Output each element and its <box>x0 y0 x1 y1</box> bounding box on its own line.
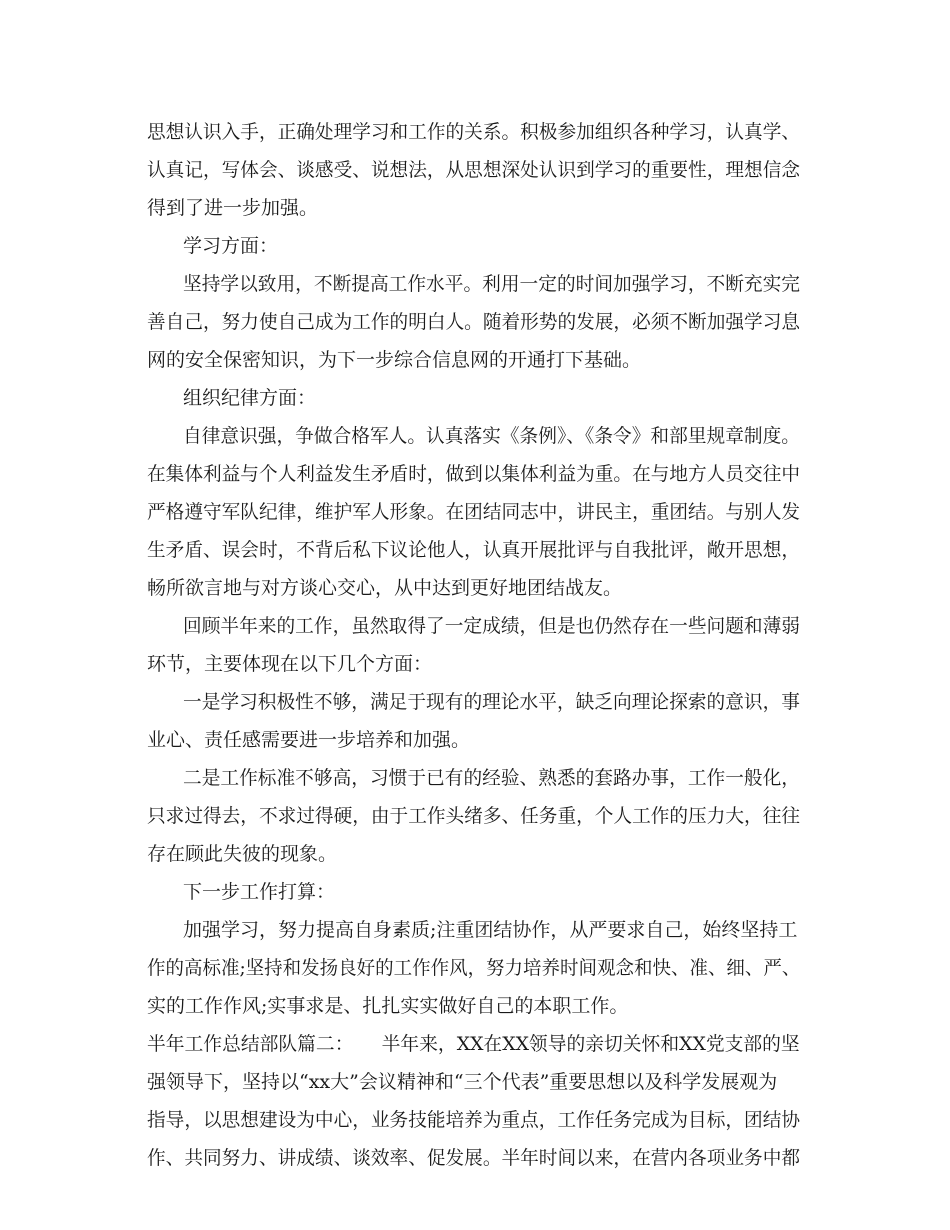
text-line: 业心、责任感需要进一步培养和加强。 <box>147 729 471 751</box>
section-heading: 组织纪律方面： <box>183 387 317 409</box>
text-line: 作的高标准;坚持和发扬良好的工作作风，努力培养时间观念和快、准、细、严、 <box>147 957 801 979</box>
text-line: 认真记，写体会、谈感受、说想法，从思想深处认识到学习的重要性，理想信念 <box>147 159 801 181</box>
text-line: 二是工作标准不够高，习惯于已有的经验、熟悉的套路办事，工作一般化， <box>183 767 801 789</box>
text-line: 只求过得去，不求过得硬，由于工作头绪多、任务重，个人工作的压力大，往往 <box>147 805 801 827</box>
text-line: 网的安全保密知识，为下一步综合信息网的开通打下基础。 <box>147 349 642 371</box>
text-line: 回顾半年来的工作，虽然取得了一定成绩，但是也仍然存在一些问题和薄弱 <box>183 615 801 637</box>
text-line: 强领导下，坚持以“xx大”会议精神和“三个代表”重要思想以及科学发展观为 <box>147 1071 778 1093</box>
text-line: 坚持学以致用，不断提高工作水平。利用一定的时间加强学习，不断充实完 <box>183 273 801 295</box>
text-line: 生矛盾、误会时，不背后私下议论他人，认真开展批评与自我批评，敞开思想， <box>147 539 801 561</box>
text-line: 半年工作总结部队篇二： 半年来，XX在XX领导的亲切关怀和XX党支部的坚 <box>147 1033 800 1055</box>
text-line: 加强学习，努力提高自身素质;注重团结协作，从严要求自己，始终坚持工 <box>183 919 798 941</box>
section-heading: 学习方面： <box>183 235 279 257</box>
text-line: 实的工作作风;实事求是、扎扎实实做好自己的本职工作。 <box>147 995 629 1017</box>
text-line: 指导，以思想建设为中心，业务技能培养为重点，工作任务完成为目标，团结协 <box>147 1109 801 1131</box>
text-line: 畅所欲言地与对方谈心交心，从中达到更好地团结战友。 <box>147 577 623 599</box>
text-line: 一是学习积极性不够，满足于现有的理论水平，缺乏向理论探索的意识，事 <box>183 691 801 713</box>
text-line: 自律意识强，争做合格军人。认真落实《条例》、《条令》和部里规章制度。 <box>183 425 801 447</box>
text-line: 存在顾此失彼的现象。 <box>147 843 338 865</box>
text-line: 得到了进一步加强。 <box>147 197 319 219</box>
text-line: 作、共同努力、讲成绩、谈效率、促发展。半年时间以来，在营内各项业务中都 <box>147 1147 801 1169</box>
text-line: 思想认识入手，正确处理学习和工作的关系。积极参加组织各种学习，认真学、 <box>147 121 801 143</box>
text-line: 环节，主要体现在以下几个方面： <box>147 653 433 675</box>
text-line: 严格遵守军队纪律，维护军人形象。在团结同志中，讲民主，重团结。与别人发 <box>147 501 801 523</box>
section-heading: 下一步工作打算： <box>183 881 336 903</box>
text-line: 善自己，努力使自己成为工作的明白人。随着形势的发展，必须不断加强学习息 <box>147 311 801 333</box>
text-line: 在集体利益与个人利益发生矛盾时，做到以集体利益为重。在与地方人员交往中 <box>147 463 801 485</box>
